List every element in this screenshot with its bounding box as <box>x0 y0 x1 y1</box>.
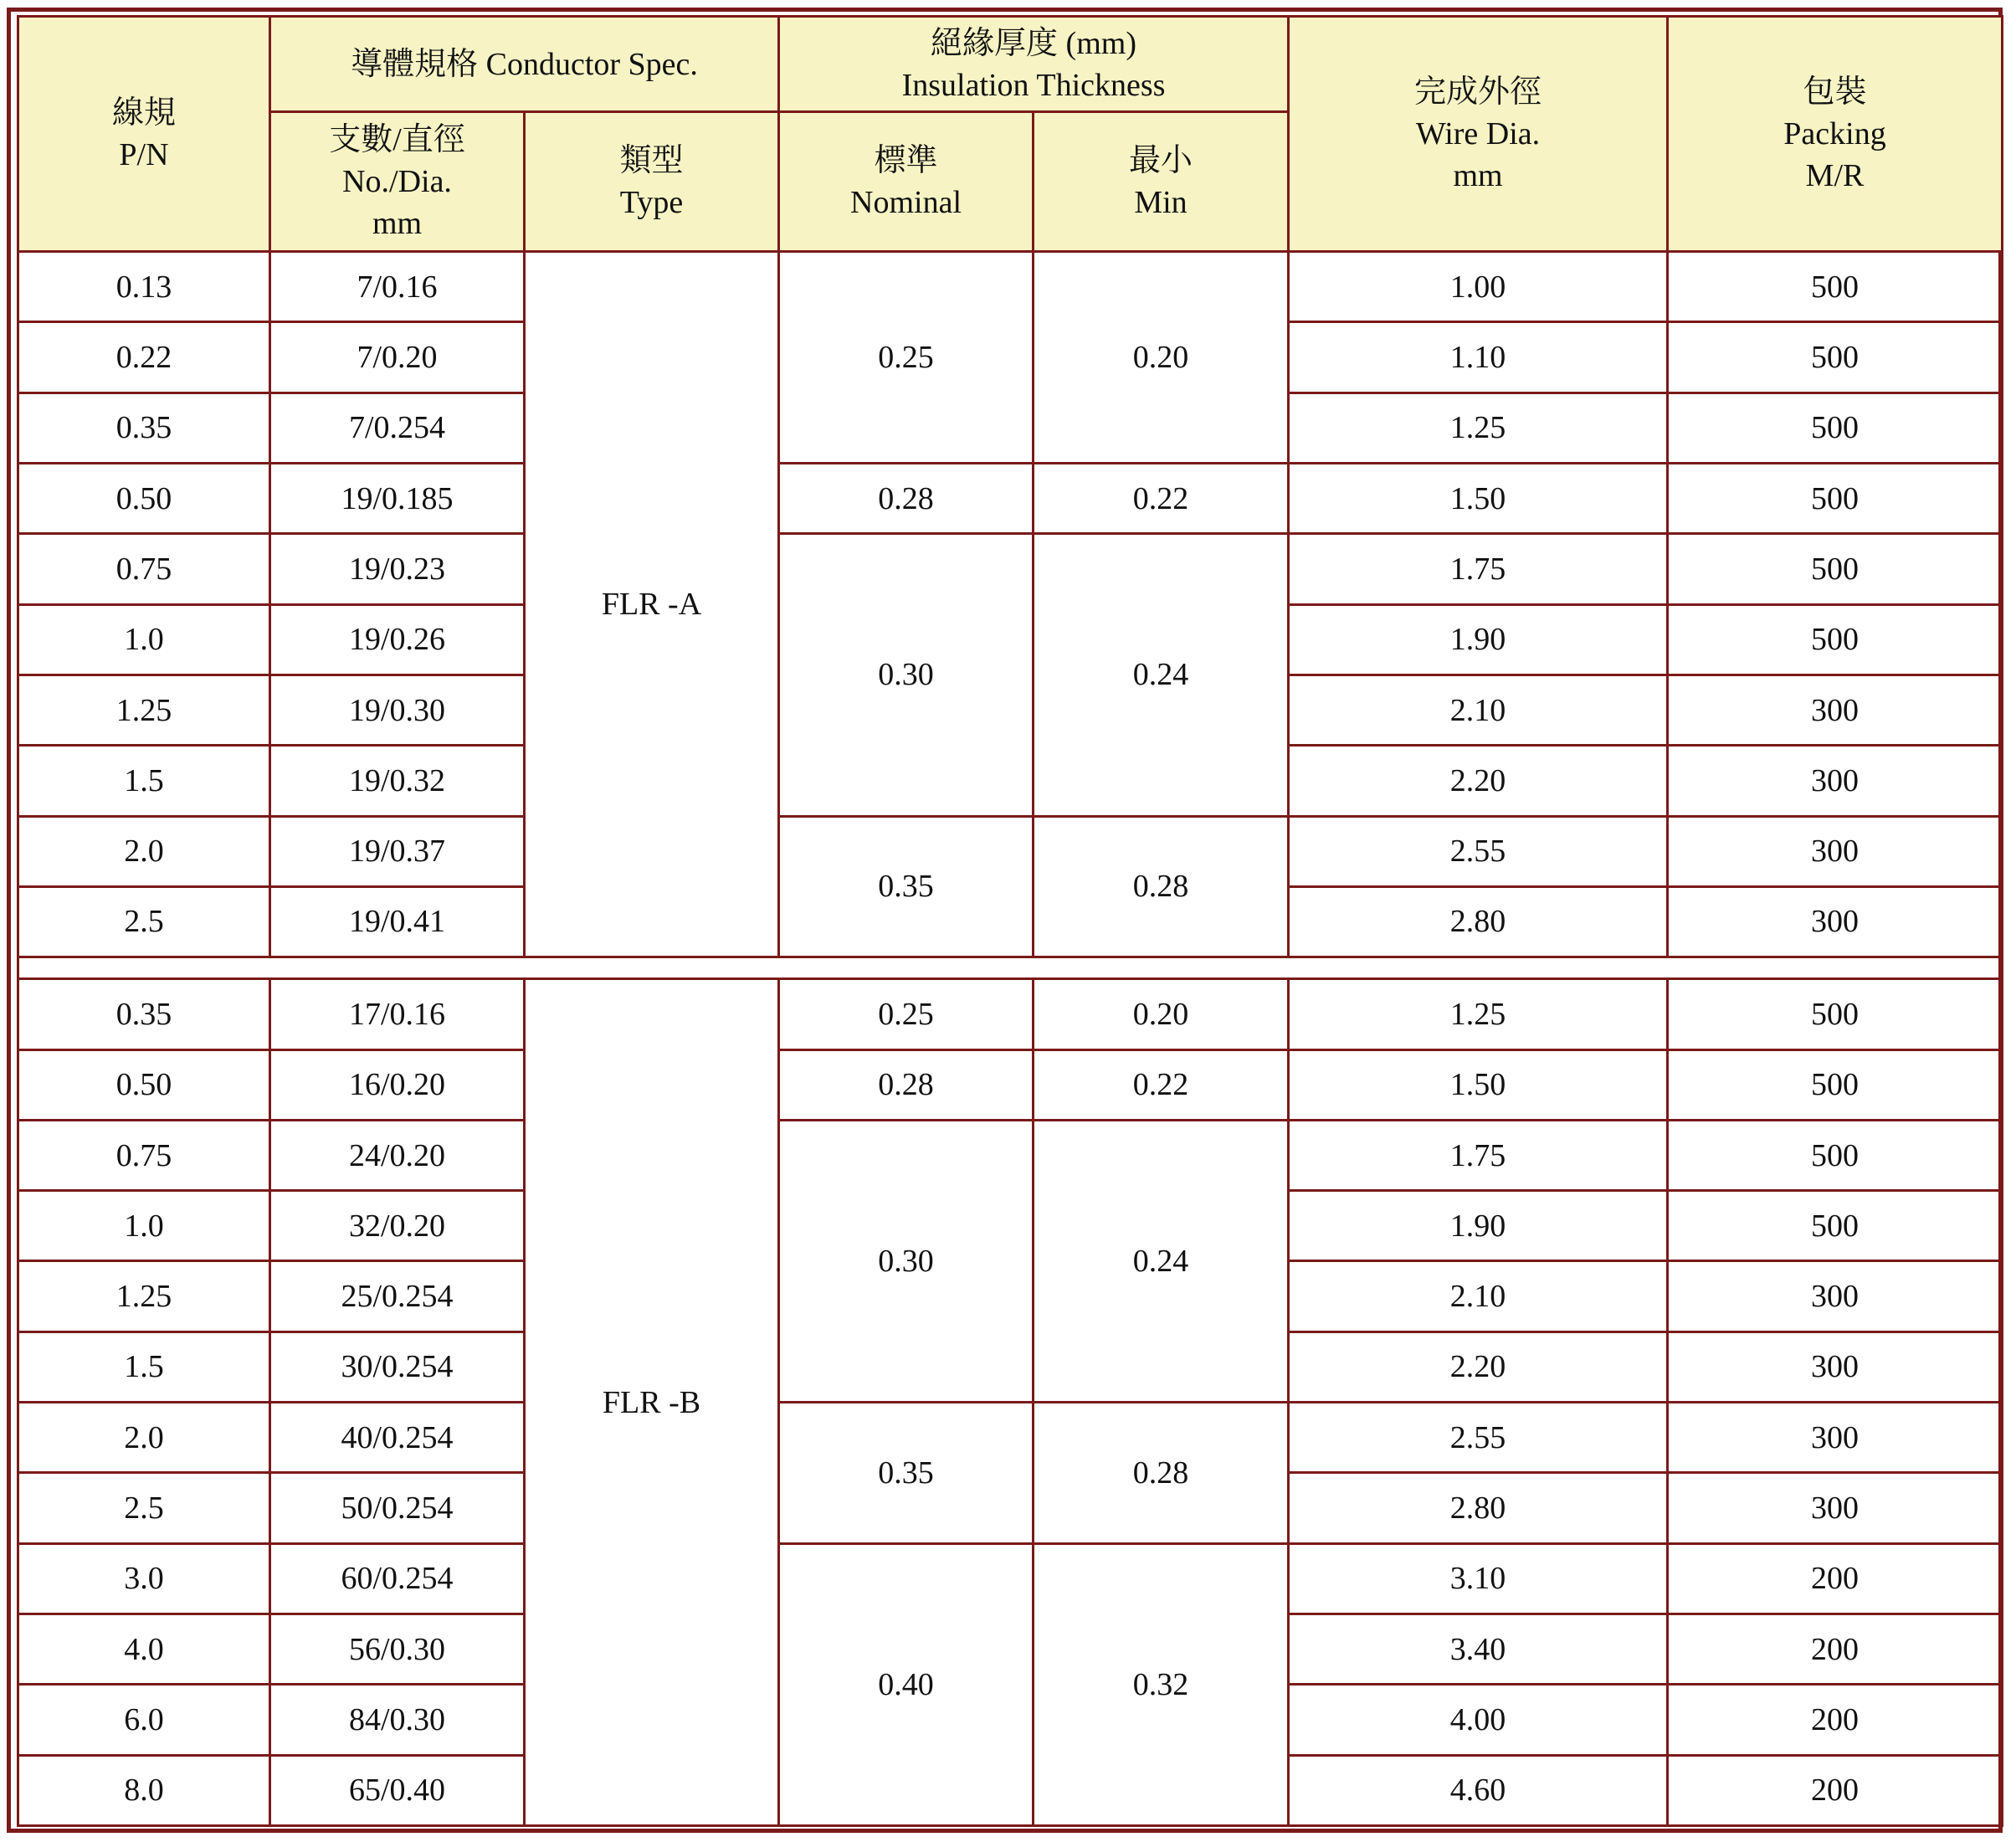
cell-packing: 200 <box>1668 1755 2003 1825</box>
cell-packing: 500 <box>1668 252 2003 322</box>
cell-min: 0.20 <box>1034 252 1289 464</box>
cell-packing: 500 <box>1668 979 2003 1049</box>
cell-min: 0.24 <box>1034 1120 1289 1402</box>
cell-packing: 500 <box>1668 1120 2003 1190</box>
cell-pn: 0.50 <box>18 463 270 533</box>
cell-pn: 2.0 <box>18 1403 270 1473</box>
cell-wire-dia: 1.90 <box>1289 604 1668 675</box>
cell-pn: 1.5 <box>18 746 270 816</box>
cell-no-dia: 50/0.254 <box>270 1473 525 1543</box>
cell-pn: 1.25 <box>18 675 270 745</box>
table-row <box>18 1543 2003 1614</box>
cell-nominal: 0.25 <box>779 979 1034 1049</box>
cell-nominal: 0.35 <box>779 816 1034 957</box>
cell-pn: 3.0 <box>18 1543 270 1614</box>
cell-wire-dia: 1.10 <box>1289 322 1668 393</box>
cell-no-dia: 7/0.20 <box>270 322 525 393</box>
cell-wire-dia: 2.55 <box>1289 1403 1668 1473</box>
cell-no-dia: 19/0.41 <box>270 886 525 957</box>
cell-min: 0.28 <box>1034 816 1289 957</box>
cell-wire-dia: 1.25 <box>1289 393 1668 463</box>
cell-no-dia: 19/0.32 <box>270 746 525 816</box>
header-insulation: 絕緣厚度 (mm) Insulation Thickness <box>779 17 1289 112</box>
cell-wire-dia: 4.60 <box>1289 1755 1668 1825</box>
cell-wire-dia: 2.80 <box>1289 886 1668 957</box>
header-packing: 包裝 Packing M/R <box>1668 17 2003 252</box>
cell-type: FLR -A <box>525 252 779 957</box>
cell-pn: 2.5 <box>18 1473 270 1543</box>
cell-min: 0.24 <box>1034 534 1289 816</box>
divider-cell <box>18 957 2003 979</box>
cell-no-dia: 7/0.16 <box>270 252 525 322</box>
cell-wire-dia: 2.55 <box>1289 816 1668 886</box>
cell-no-dia: 24/0.20 <box>270 1120 525 1190</box>
cell-nominal: 0.40 <box>779 1543 1034 1825</box>
cell-no-dia: 32/0.20 <box>270 1191 525 1261</box>
cell-pn: 0.35 <box>18 393 270 463</box>
cell-min: 0.22 <box>1034 463 1289 533</box>
cell-nominal: 0.30 <box>779 534 1034 816</box>
cell-pn: 1.5 <box>18 1331 270 1402</box>
header-min: 最小 Min <box>1034 112 1289 252</box>
cell-packing: 500 <box>1668 322 2003 393</box>
cell-nominal: 0.30 <box>779 1120 1034 1402</box>
cell-packing: 300 <box>1668 886 2003 957</box>
table-row <box>18 1049 2003 1120</box>
cell-packing: 300 <box>1668 1331 2003 1402</box>
cell-pn: 0.75 <box>18 534 270 604</box>
cell-no-dia: 19/0.30 <box>270 675 525 745</box>
section-divider <box>18 957 2003 979</box>
cell-wire-dia: 1.50 <box>1289 1049 1668 1120</box>
cell-packing: 200 <box>1668 1543 2003 1614</box>
cell-wire-dia: 2.10 <box>1289 675 1668 745</box>
cell-pn: 1.0 <box>18 1191 270 1261</box>
cell-no-dia: 7/0.254 <box>270 393 525 463</box>
table-row <box>18 816 2003 886</box>
cell-pn: 0.50 <box>18 1049 270 1120</box>
cell-packing: 500 <box>1668 534 2003 604</box>
header-wire-dia: 完成外徑 Wire Dia. mm <box>1289 17 1668 252</box>
cell-no-dia: 16/0.20 <box>270 1049 525 1120</box>
cell-nominal: 0.28 <box>779 463 1034 533</box>
cell-pn: 1.0 <box>18 604 270 675</box>
wire-spec-table <box>17 15 2003 1827</box>
cell-wire-dia: 2.80 <box>1289 1473 1668 1543</box>
cell-type: FLR -B <box>525 979 779 1826</box>
cell-wire-dia: 2.20 <box>1289 1331 1668 1402</box>
cell-wire-dia: 2.10 <box>1289 1261 1668 1331</box>
cell-no-dia: 56/0.30 <box>270 1614 525 1685</box>
cell-packing: 200 <box>1668 1685 2003 1755</box>
cell-no-dia: 19/0.185 <box>270 463 525 533</box>
cell-nominal: 0.28 <box>779 1049 1034 1120</box>
cell-packing: 300 <box>1668 1403 2003 1473</box>
cell-pn: 0.75 <box>18 1120 270 1190</box>
cell-packing: 500 <box>1668 1049 2003 1120</box>
cell-no-dia: 25/0.254 <box>270 1261 525 1331</box>
header-no-dia: 支數/直徑 No./Dia. mm <box>270 112 525 252</box>
table-row <box>18 252 2003 322</box>
cell-no-dia: 65/0.40 <box>270 1755 525 1825</box>
cell-pn: 2.5 <box>18 886 270 957</box>
table-row <box>18 979 2003 1049</box>
cell-no-dia: 60/0.254 <box>270 1543 525 1614</box>
table-row <box>18 1120 2003 1190</box>
cell-packing: 500 <box>1668 1191 2003 1261</box>
cell-min: 0.32 <box>1034 1543 1289 1825</box>
cell-packing: 500 <box>1668 393 2003 463</box>
cell-no-dia: 17/0.16 <box>270 979 525 1049</box>
cell-nominal: 0.35 <box>779 1403 1034 1544</box>
cell-pn: 1.25 <box>18 1261 270 1331</box>
cell-no-dia: 84/0.30 <box>270 1685 525 1755</box>
cell-pn: 8.0 <box>18 1755 270 1825</box>
cell-wire-dia: 1.90 <box>1289 1191 1668 1261</box>
header-type: 類型 Type <box>525 112 779 252</box>
header-nominal: 標準 Nominal <box>779 112 1034 252</box>
cell-packing: 500 <box>1668 604 2003 675</box>
cell-packing: 300 <box>1668 1261 2003 1331</box>
cell-wire-dia: 1.00 <box>1289 252 1668 322</box>
cell-no-dia: 19/0.37 <box>270 816 525 886</box>
cell-wire-dia: 3.40 <box>1289 1614 1668 1685</box>
table-row <box>18 534 2003 604</box>
cell-packing: 200 <box>1668 1614 2003 1685</box>
header-conductor-spec: 導體規格 Conductor Spec. <box>270 17 779 112</box>
cell-min: 0.28 <box>1034 1403 1289 1544</box>
cell-wire-dia: 1.50 <box>1289 463 1668 533</box>
cell-min: 0.20 <box>1034 979 1289 1049</box>
cell-wire-dia: 3.10 <box>1289 1543 1668 1614</box>
cell-min: 0.22 <box>1034 1049 1289 1120</box>
cell-packing: 300 <box>1668 1473 2003 1543</box>
header-pn: 線規 P/N <box>18 17 270 252</box>
cell-packing: 300 <box>1668 816 2003 886</box>
cell-wire-dia: 4.00 <box>1289 1685 1668 1755</box>
cell-wire-dia: 1.75 <box>1289 534 1668 604</box>
cell-wire-dia: 1.75 <box>1289 1120 1668 1190</box>
cell-pn: 6.0 <box>18 1685 270 1755</box>
cell-packing: 300 <box>1668 675 2003 745</box>
cell-wire-dia: 1.25 <box>1289 979 1668 1049</box>
cell-no-dia: 19/0.23 <box>270 534 525 604</box>
cell-pn: 2.0 <box>18 816 270 886</box>
cell-packing: 500 <box>1668 463 2003 533</box>
cell-packing: 300 <box>1668 746 2003 816</box>
cell-pn: 0.13 <box>18 252 270 322</box>
cell-no-dia: 19/0.26 <box>270 604 525 675</box>
cell-nominal: 0.25 <box>779 252 1034 464</box>
cell-no-dia: 40/0.254 <box>270 1403 525 1473</box>
cell-pn: 4.0 <box>18 1614 270 1685</box>
cell-no-dia: 30/0.254 <box>270 1331 525 1402</box>
table-row <box>18 463 2003 533</box>
table-row <box>18 1403 2003 1473</box>
cell-pn: 0.35 <box>18 979 270 1049</box>
cell-pn: 0.22 <box>18 322 270 393</box>
cell-wire-dia: 2.20 <box>1289 746 1668 816</box>
